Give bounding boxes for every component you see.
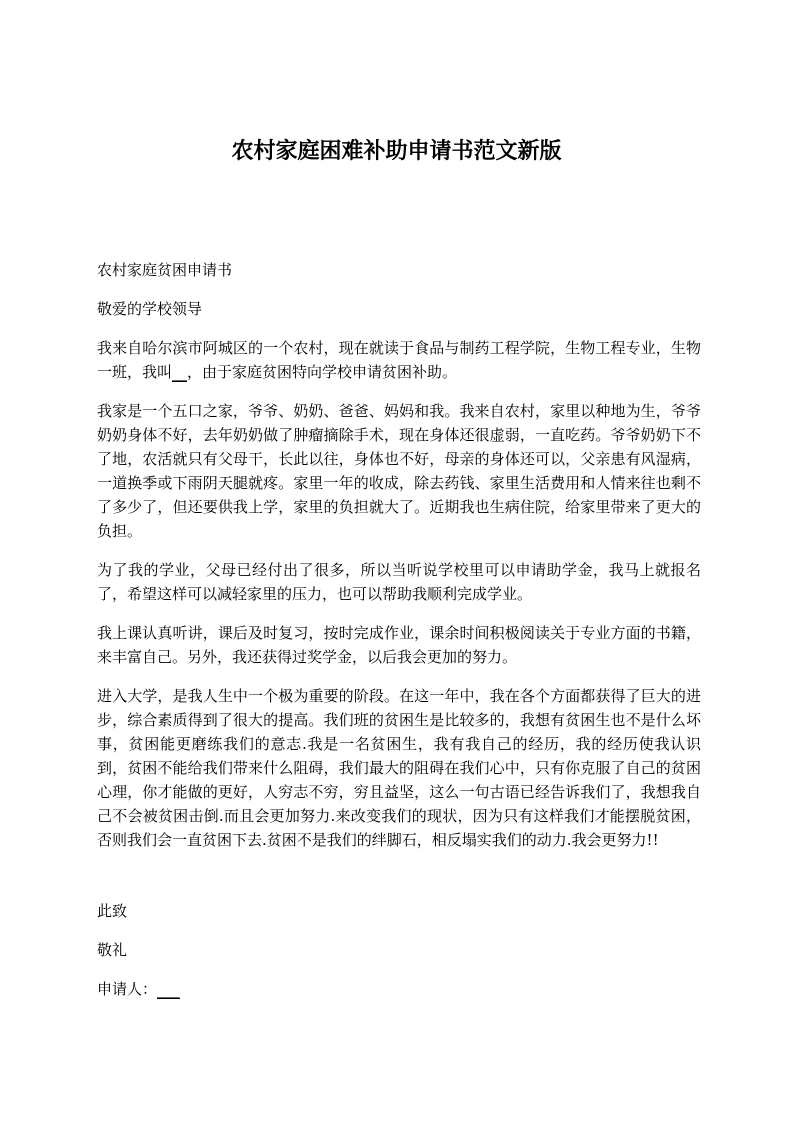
paragraph-family: 我家是一个五口之家，爷爷、奶奶、爸爸、妈妈和我。我来自农村，家里以种地为生，爷爷奶奶身体不好，去年奶奶做了肿瘤摘除手术，现在身体还很虚弱，一直吃药。爷爷奶奶下不了地，农活就只有父母干，长此以往，身体也不好，母亲的身体还可以，父亲患有风湿病，一道换季或下雨阴天腿就疼。家里一年的收成，除去药钱、家里生活费用和人情来往也剩不了多少了，但还要供我上学，家里的负担就大了。近期我也生病住院，给家里带来了更大的负担。 [97, 402, 701, 540]
document-title: 农村家庭困难补助申请书范文新版 [231, 139, 562, 164]
paragraph-intro [97, 336, 701, 384]
salutation: 敬爱的学校领导 [97, 300, 203, 318]
letter-heading: 农村家庭贫困申请书 [97, 261, 233, 279]
intro-text-end: ，由于家庭贫困特向学校申请贫困补助。 [187, 363, 458, 381]
applicant-line [97, 977, 701, 1001]
applicant-blank: ___ [157, 980, 180, 998]
intro-text: 我来自哈尔滨市阿城区的一个农村，现在就读于食品与制药工程学院，生物工程专业，生物一班，我叫 [97, 339, 701, 381]
closing-salutation: 此致 [97, 902, 128, 920]
closing-regards: 敬礼 [97, 941, 128, 959]
spacer [97, 867, 701, 899]
letter-body [97, 258, 701, 1016]
name-blank: __ [172, 363, 188, 381]
paragraph-study: 我上课认真听讲，课后及时复习，按时完成作业，课余时间积极阅读关于专业方面的书籍，来丰富自己。另外，我还获得过奖学金，以后我会更加的努力。 [97, 624, 701, 666]
applicant-label: 申请人： [97, 980, 158, 998]
paragraph-application: 为了我的学业，父母已经付出了很多，所以当听说学校里可以申请助学金，我马上就报名了，希望这样可以减轻家里的压力，也可以帮助我顺利完成学业。 [97, 561, 701, 603]
paragraph-university: 进入大学，是我人生中一个极为重要的阶段。在这一年中，我在各个方面都获得了巨大的进步，综合素质得到了很大的提高。我们班的贫困生是比较多的，我想有贫困生也不是什么坏事，贫困能更磨练我们的意志.我是一名贫困生，我有我自己的经历，我的经历使我认识到，贫困不能给我们带来什么阻碍，我们最大的阻碍在我们心中，只有你克服了自己的贫困心理，你才能做的更好，人穷志不穷，穷且益坚，这么一句古语已经告诉我们了，我想我自己不会被贫困击倒.而且会更加努力.来改变我们的现状，因为只有这样我们才能摆脱贫困，否则我们会一直贫困下去.贫困不是我们的绊脚石，相反塌实我们的动力.我会更努力!! [97, 687, 701, 849]
